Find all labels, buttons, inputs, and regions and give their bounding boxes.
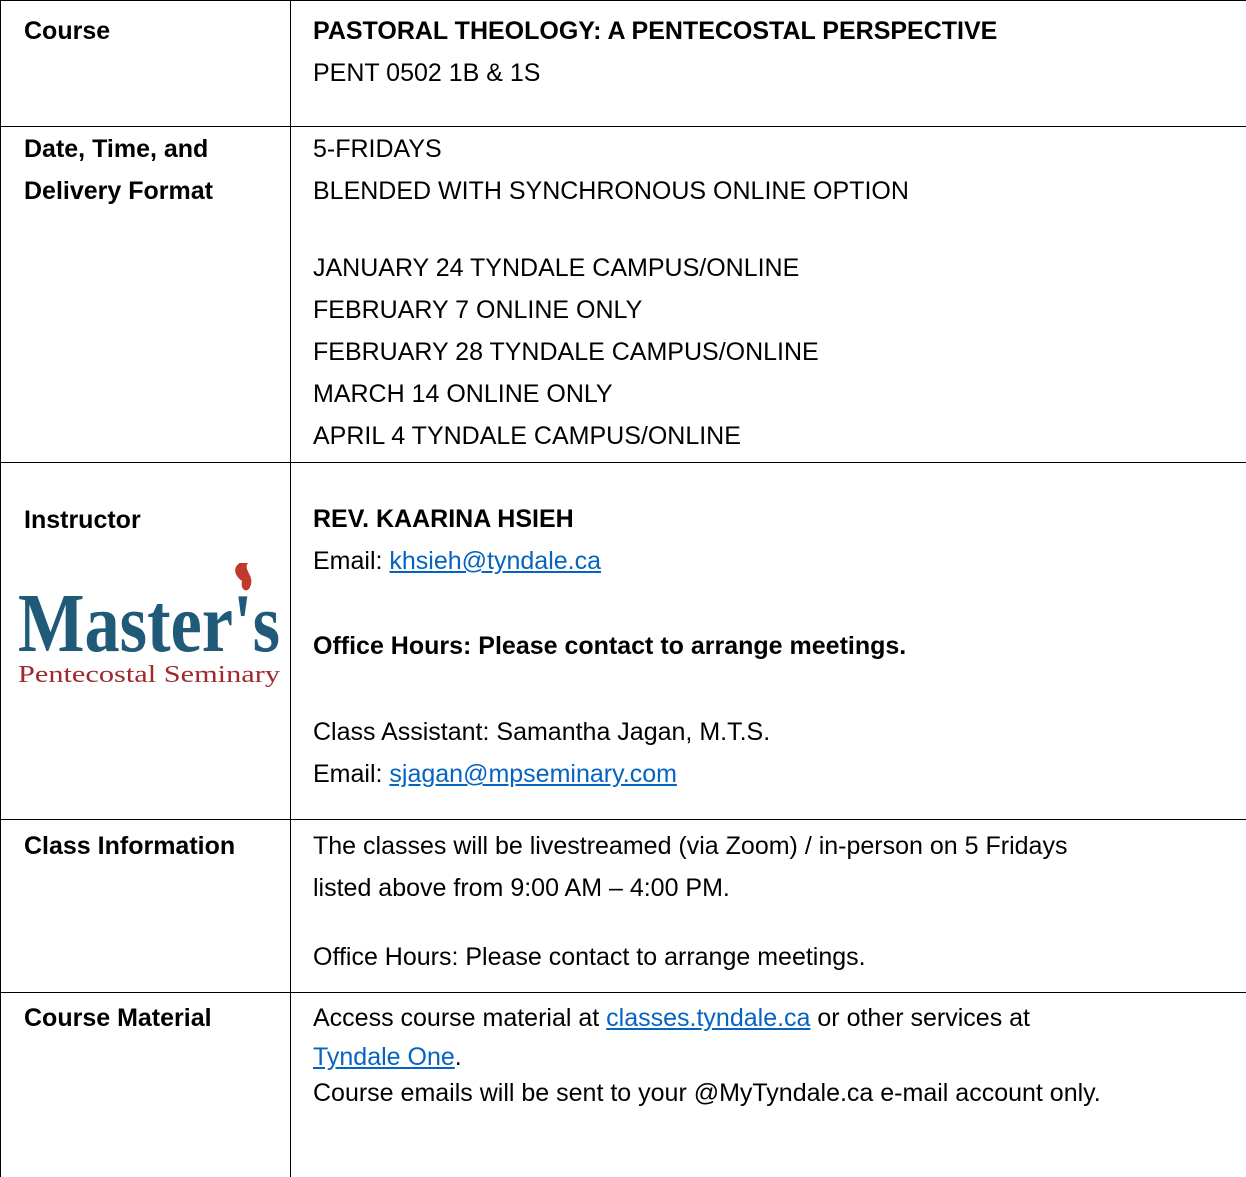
row-divider-2 (0, 462, 1246, 463)
schedule-frequency: 5-FRIDAYS (313, 135, 442, 163)
svg-text:Master's: Master's (18, 577, 280, 670)
course-material-text-before: Access course material at (313, 1004, 607, 1032)
row-divider-3 (0, 819, 1246, 820)
course-material-access-line (313, 997, 1030, 1039)
instructor-email-line (313, 540, 601, 582)
schedule-date: JANUARY 24 TYNDALE CAMPUS/ONLINE (313, 254, 800, 282)
assistant-email-link[interactable]: sjagan@mpseminary.com (389, 760, 677, 788)
assistant-email-line (313, 753, 677, 795)
class-info-line1: The classes will be livestreamed (via Zoom) / in-person on 5 Fridays (313, 832, 1068, 860)
instructor-email-label: Email: (313, 547, 390, 575)
instructor-office-hours: Office Hours: Please contact to arrange meetings. (313, 632, 907, 660)
assistant-email-label: Email: (313, 760, 390, 788)
table-border-left (0, 0, 1, 1177)
instructor-name: REV. KAARINA HSIEH (313, 505, 574, 533)
column-divider (290, 0, 291, 1177)
instructor-label: Instructor (24, 506, 141, 534)
tyndale-one-link[interactable]: Tyndale One (313, 1043, 455, 1071)
schedule-label-line1: Date, Time, and (24, 135, 209, 163)
classes-link[interactable]: classes.tyndale.ca (606, 1004, 811, 1032)
course-material-text-middle: or other services at (810, 1004, 1030, 1032)
course-material-label: Course Material (24, 1004, 212, 1032)
schedule-date: FEBRUARY 7 ONLINE ONLY (313, 296, 643, 324)
course-email-note: Course emails will be sent to your @MyTyndale.ca e-mail account only. (313, 1079, 1101, 1107)
course-title: PASTORAL THEOLOGY: A PENTECOSTAL PERSPECTIVE (313, 17, 998, 45)
class-info-line2: listed above from 9:00 AM – 4:00 PM. (313, 874, 730, 902)
course-label: Course (24, 17, 111, 45)
row-divider-1 (0, 126, 1246, 127)
schedule-date: FEBRUARY 28 TYNDALE CAMPUS/ONLINE (313, 338, 819, 366)
schedule-label-line2: Delivery Format (24, 177, 213, 205)
svg-text:Pentecostal Seminary: Pentecostal Seminary (18, 662, 280, 688)
instructor-email-link[interactable]: khsieh@tyndale.ca (389, 547, 602, 575)
class-info-office-hours: Office Hours: Please contact to arrange meetings. (313, 943, 866, 971)
course-code: PENT 0502 1B & 1S (313, 59, 541, 87)
course-material-text-after: . (454, 1043, 462, 1071)
masters-seminary-logo (14, 563, 282, 691)
schedule-date: MARCH 14 ONLINE ONLY (313, 380, 613, 408)
schedule-format: BLENDED WITH SYNCHRONOUS ONLINE OPTION (313, 177, 909, 205)
class-info-label: Class Information (24, 832, 236, 860)
class-assistant: Class Assistant: Samantha Jagan, M.T.S. (313, 718, 771, 746)
table-border-top (0, 0, 1246, 1)
row-divider-4 (0, 992, 1246, 993)
schedule-date: APRIL 4 TYNDALE CAMPUS/ONLINE (313, 422, 741, 450)
